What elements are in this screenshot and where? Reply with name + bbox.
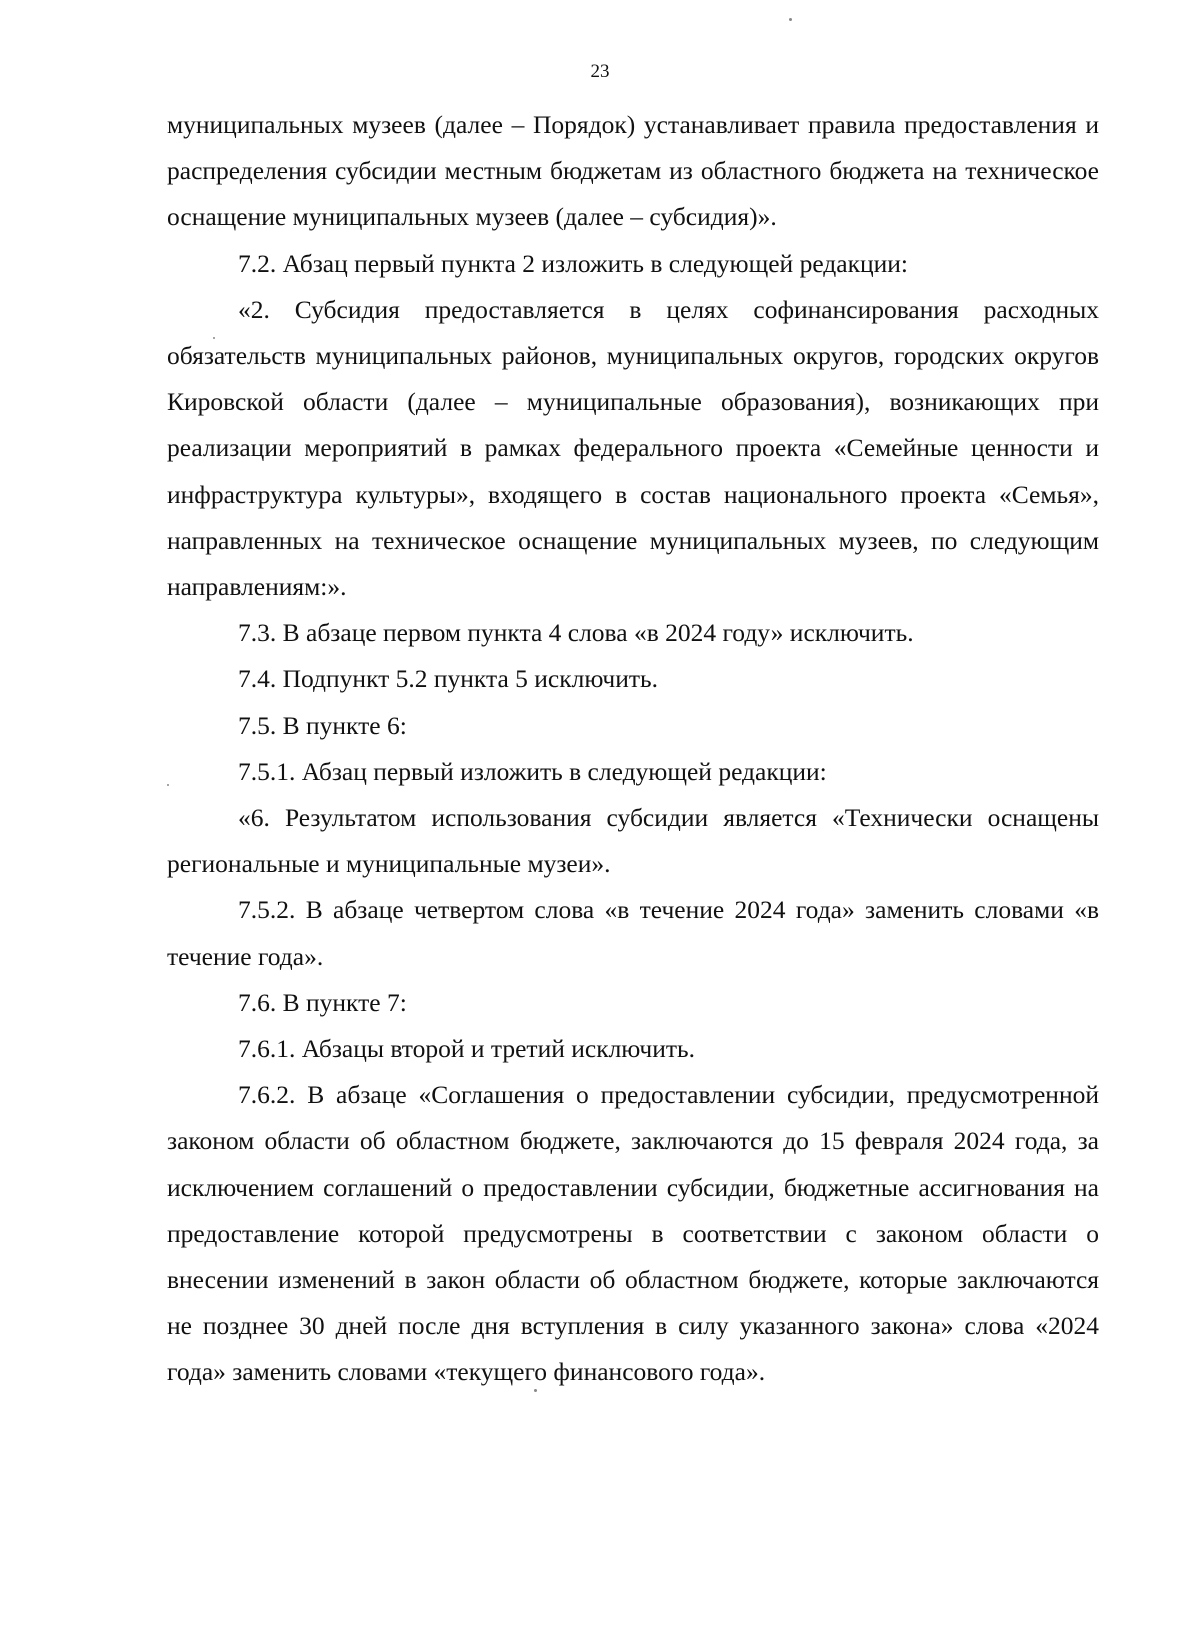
paragraph-quote-2: «2. Субсидия предоставляется в целях софинансирования расходных обязательств муниципальных районов, муниципальных округов, городских округов Кировской области (далее – муниципальные образования), возникающих при реализации мероприятий в рамках федерального проекта «Семейные ценности и инфраструктура культуры», входящего в состав национального проекта «Семья», направленных на техническое оснащение муниципальных музеев, по следующим направлениям:». xyxy=(167,294,1099,602)
paragraph-7-5: 7.5. В пункте 6: xyxy=(238,710,407,740)
paragraph-7-5-1: 7.5.1. Абзац первый изложить в следующей редакции: xyxy=(238,756,827,786)
paragraph-7-5-2: 7.5.2. В абзаце четвертом слова «в течение 2024 года» заменить словами «в течение года». xyxy=(167,895,1099,971)
paragraph-7-3: 7.3. В абзаце первом пункта 4 слова «в 2024 году» исключить. xyxy=(238,618,914,648)
paragraph-7-2: 7.2. Абзац первый пункта 2 изложить в следующей редакции: xyxy=(238,248,909,278)
scan-speck xyxy=(789,18,792,21)
paragraph-7-4: 7.4. Подпункт 5.2 пункта 5 исключить. xyxy=(238,664,659,694)
paragraph-7-6: 7.6. В пункте 7: xyxy=(238,987,407,1017)
paragraph-continuation: муниципальных музеев (далее – Порядок) устанавливает правила предоставления и распределения субсидии местным бюджетам из областного бюджета на техническое оснащение муниципальных музеев (далее – субсидия)». xyxy=(167,110,1099,232)
scan-speck xyxy=(167,784,169,786)
paragraph-7-6-1: 7.6.1. Абзацы второй и третий исключить. xyxy=(238,1034,696,1064)
document-body xyxy=(167,102,1099,1396)
scan-speck xyxy=(534,1389,537,1392)
scan-speck xyxy=(213,337,215,339)
paragraph-quote-6: «6. Результатом использования субсидии является «Технически оснащены региональные и муниципальные музеи». xyxy=(167,803,1099,879)
paragraph-7-6-2: 7.6.2. В абзаце «Соглашения о предоставлении субсидии, предусмотренной законом области об областном бюджете, заключаются до 15 февраля 2024 года, за исключением соглашений о предоставлении субсидии, бюджетные ассигнования на предоставление которой предусмотрены в соответствии с законом области о внесении изменений в закон области об областном бюджете, которые заключаются не позднее 30 дней после дня вступления в силу указанного закона» слова «2024 года» заменить словами «текущего финансового года». xyxy=(167,1080,1099,1387)
page-number: 23 xyxy=(590,61,610,82)
